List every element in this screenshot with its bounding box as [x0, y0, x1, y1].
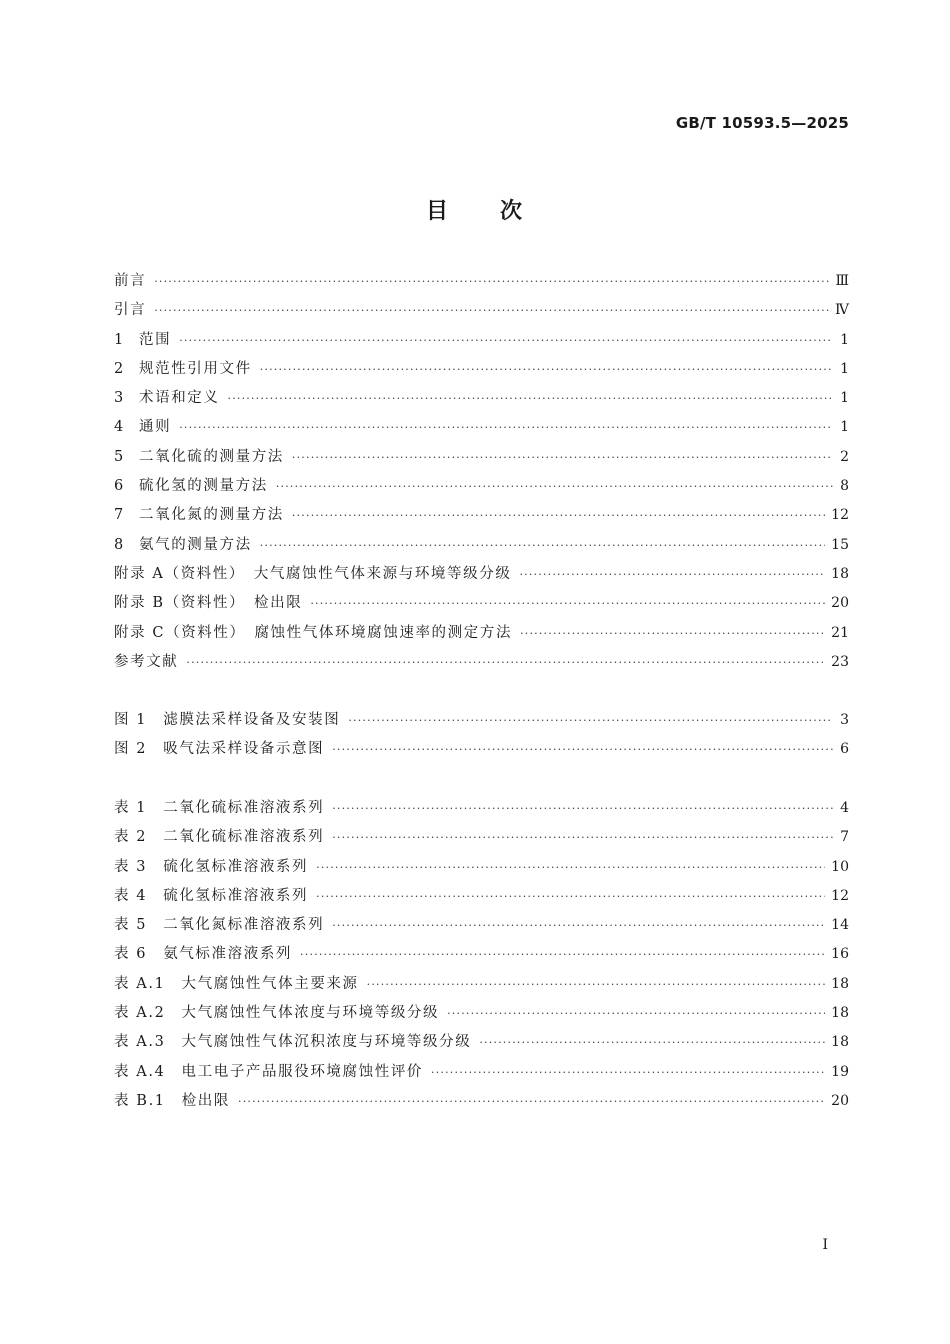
toc-entry-label: 附录 A（资料性） 大气腐蚀性气体来源与环境等级分级 — [114, 565, 512, 582]
toc-entry-page: 21 — [831, 624, 849, 641]
toc-entry[interactable] — [114, 269, 849, 298]
toc-dot-leader — [367, 978, 826, 991]
toc-entry-page: 1 — [840, 360, 849, 377]
toc-entry[interactable] — [114, 357, 849, 386]
toc-entry-page: 18 — [831, 1005, 849, 1022]
page-title — [0, 194, 950, 225]
toc-entry[interactable] — [114, 533, 849, 562]
toc-entry-label: 表 4 硫化氢标准溶液系列 — [114, 887, 309, 904]
toc-entry[interactable] — [114, 796, 849, 825]
toc-entry-page: 8 — [840, 478, 849, 495]
toc-dot-leader — [179, 421, 833, 434]
toc-entry[interactable] — [114, 650, 849, 679]
toc-entry[interactable] — [114, 1060, 849, 1089]
toc-dot-leader — [332, 919, 825, 932]
toc-entry[interactable] — [114, 1001, 849, 1030]
toc-entry-page: 6 — [840, 741, 849, 758]
toc-dot-leader — [300, 948, 825, 961]
toc-entry-label: 图 1 滤膜法采样设备及安装图 — [114, 712, 341, 728]
toc-entry[interactable] — [114, 737, 849, 766]
toc-entry[interactable] — [114, 855, 849, 884]
toc-entry-page: 20 — [831, 595, 849, 612]
toc-entry-page: 18 — [831, 565, 849, 582]
toc-dot-leader — [316, 861, 825, 874]
toc-entry-page: 1 — [840, 419, 849, 436]
toc-entry-page: 12 — [831, 887, 849, 904]
toc-entry-page: 1 — [840, 331, 849, 348]
toc-entry[interactable] — [114, 328, 849, 357]
toc-dot-leader — [431, 1066, 825, 1079]
toc-entry-page: 12 — [831, 507, 849, 524]
toc-entry[interactable] — [114, 1089, 849, 1118]
toc-entry[interactable] — [114, 913, 849, 942]
toc-dot-leader — [154, 304, 829, 317]
toc-dot-leader — [238, 1095, 825, 1108]
toc-entry-label: 范围 — [139, 331, 172, 348]
toc-entry-page: 4 — [840, 800, 849, 816]
toc-entry-page: 1 — [840, 390, 849, 407]
toc-entry-label: 表 2 二氧化硫标准溶液系列 — [114, 829, 325, 846]
toc-entry-page: 14 — [831, 917, 849, 934]
toc-dot-leader — [179, 334, 833, 347]
toc-entry[interactable] — [114, 884, 849, 913]
toc-dot-leader — [260, 363, 833, 376]
toc-entry-page: 20 — [831, 1092, 849, 1109]
toc-dot-leader — [332, 802, 833, 815]
toc-entry-label: 附录 B（资料性） 检出限 — [114, 595, 303, 612]
toc-entry[interactable] — [114, 942, 849, 971]
toc-entry-label: 表 3 硫化氢标准溶液系列 — [114, 858, 309, 875]
toc-dot-leader — [520, 627, 825, 640]
toc-entry-page: 18 — [831, 1034, 849, 1051]
toc-entry-number: 2 — [114, 360, 124, 377]
toc-entry-label: 附录 C（资料性） 腐蚀性气体环境腐蚀速率的测定方法 — [114, 624, 513, 641]
toc-entry-label: 规范性引用文件 — [139, 360, 252, 377]
toc-entry-label: 表 A.3 大气腐蚀性气体沉积浓度与环境等级分级 — [114, 1034, 472, 1051]
toc-entry-label: 前言 — [114, 273, 147, 289]
toc-entry[interactable] — [114, 503, 849, 532]
toc-entry-label: 表 A.1 大气腐蚀性气体主要来源 — [114, 975, 359, 992]
toc-entry-page: 15 — [831, 536, 849, 553]
toc-entry-page: 7 — [840, 829, 849, 846]
toc-entry-page: 16 — [831, 946, 849, 963]
toc-entry-label: 硫化氢的测量方法 — [139, 478, 268, 495]
toc-entry-number: 5 — [114, 448, 124, 465]
toc-entry-page: Ⅳ — [835, 302, 849, 319]
toc-dot-leader — [479, 1036, 825, 1049]
toc-entry[interactable] — [114, 621, 849, 650]
toc-entry[interactable] — [114, 825, 849, 854]
toc-figures-list — [114, 708, 849, 767]
toc-entry-label: 二氧化氮的测量方法 — [139, 507, 284, 524]
toc-entry-label: 表 A.2 大气腐蚀性气体浓度与环境等级分级 — [114, 1005, 440, 1022]
toc-entry-page: 23 — [831, 653, 849, 670]
footer-page-number: Ⅰ — [822, 1237, 828, 1253]
toc-entry[interactable] — [114, 474, 849, 503]
toc-entry[interactable] — [114, 386, 849, 415]
toc-entry-label: 氨气的测量方法 — [139, 536, 252, 553]
toc-entry-label: 表 B.1 检出限 — [114, 1092, 230, 1109]
toc-entry-number: 8 — [114, 536, 124, 553]
toc-entry-label: 表 5 二氧化氮标准溶液系列 — [114, 917, 325, 934]
toc-entry[interactable] — [114, 972, 849, 1001]
toc-dot-leader — [260, 539, 825, 552]
toc-entry[interactable] — [114, 708, 849, 737]
toc-dot-leader — [447, 1007, 825, 1020]
toc-entry-label: 术语和定义 — [139, 390, 220, 407]
toc-entry[interactable] — [114, 591, 849, 620]
title-part-1: 目 — [425, 199, 450, 224]
toc-dot-leader — [154, 275, 829, 288]
toc-dot-leader — [332, 743, 833, 756]
title-part-2: 次 — [500, 199, 525, 224]
toc-dot-leader — [276, 480, 833, 493]
toc-entry-page: 18 — [831, 975, 849, 992]
toc-entry-label: 图 2 吸气法采样设备示意图 — [114, 741, 325, 758]
toc-dot-leader — [316, 890, 825, 903]
toc-entry-number: 6 — [114, 478, 124, 495]
toc-dot-leader — [310, 597, 825, 610]
toc-entry-page: Ⅲ — [835, 273, 849, 289]
toc-entry-number: 1 — [114, 331, 124, 348]
toc-dot-leader — [292, 451, 833, 464]
toc-dot-leader — [332, 831, 833, 844]
toc-entry[interactable] — [114, 298, 849, 327]
toc-entry-number: 7 — [114, 507, 124, 524]
toc-dot-leader — [228, 392, 834, 405]
toc-entry-label: 参考文献 — [114, 653, 179, 670]
toc-sections-list — [114, 269, 849, 679]
toc-entry-label: 通则 — [139, 419, 172, 436]
toc-dot-leader — [186, 656, 825, 669]
toc-entry[interactable] — [114, 445, 849, 474]
toc-entry-page: 19 — [831, 1063, 849, 1080]
toc-entry-page: 2 — [840, 448, 849, 465]
toc-entry-page: 3 — [840, 712, 849, 728]
toc-entry[interactable] — [114, 415, 849, 444]
toc-entry-label: 表 A.4 电工电子产品服役环境腐蚀性评价 — [114, 1063, 424, 1080]
toc-dot-leader — [519, 568, 825, 581]
toc-entry[interactable] — [114, 1030, 849, 1059]
toc-entry-number: 4 — [114, 419, 124, 436]
toc-tables-list — [114, 796, 849, 1118]
toc-dot-leader — [292, 509, 825, 522]
standard-number: GB/T 10593.5—2025 — [675, 114, 849, 132]
toc-entry-label: 表 6 氨气标准溶液系列 — [114, 946, 293, 963]
toc-entry-label: 表 1 二氧化硫标准溶液系列 — [114, 800, 325, 816]
toc-entry-page: 10 — [831, 858, 849, 875]
toc-entry-label: 引言 — [114, 302, 147, 319]
toc-entry[interactable] — [114, 562, 849, 591]
toc-dot-leader — [348, 714, 833, 727]
toc-entry-label: 二氧化硫的测量方法 — [139, 448, 284, 465]
toc-entry-number: 3 — [114, 390, 124, 407]
